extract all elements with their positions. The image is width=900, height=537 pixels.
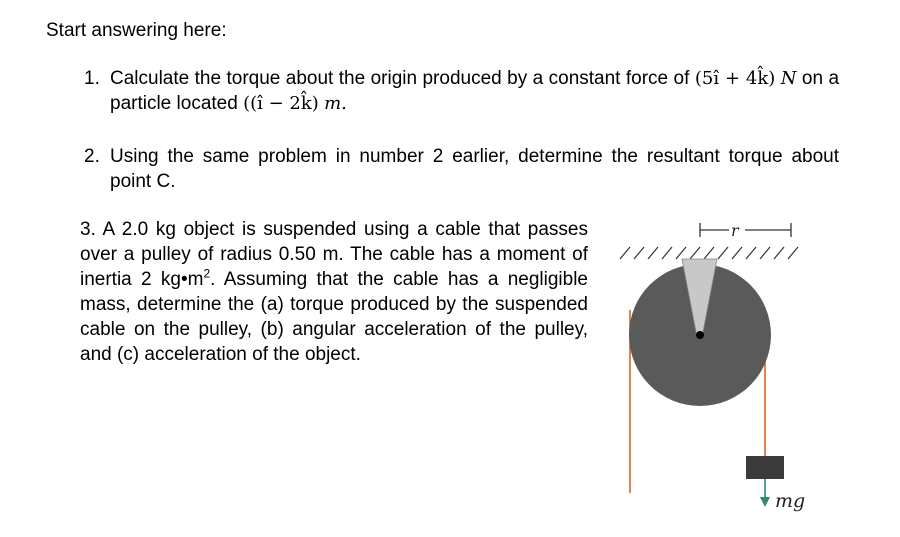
question-1-text-b: on a particle located <box>110 68 840 114</box>
force-unit: N <box>780 68 797 89</box>
force-vector: (5ı̂ + 4k̂) <box>694 68 776 89</box>
question-1-text <box>110 66 839 116</box>
pulley-diagram <box>600 215 900 532</box>
weight-label: mg <box>775 490 806 512</box>
squared-superscript: 2 <box>203 266 211 281</box>
question-2-text: Using the same problem in number 2 earlier, determine the resultant torque about point C. <box>110 146 839 192</box>
question-3 <box>80 217 588 367</box>
position-vector: ((ı̂ − 2k̂) <box>243 93 319 114</box>
question-2-number: 2. <box>84 146 100 167</box>
question-1 <box>84 66 839 116</box>
radius-label: r <box>731 221 739 240</box>
question-3-number: 3. <box>80 219 96 240</box>
position-unit: m. <box>324 93 347 114</box>
page-heading: Start answering here: <box>46 20 227 41</box>
radius-dimension <box>700 221 791 240</box>
question-1-number: 1. <box>84 68 100 89</box>
ceiling-hatch <box>620 247 798 259</box>
pulley-axle <box>696 331 704 339</box>
question-3-text-b: . Assuming that the cable has a negligible mass, determine the (a) torque produced by the suspended cable on the pulley, (b) angular acceleration of the pulley, and (c) acceleration of the object. <box>80 269 588 365</box>
hanging-mass <box>746 456 784 479</box>
question-3-text <box>80 217 588 367</box>
question-3-text-a: A 2.0 kg object is suspended using a cable that passes over a pulley of radius 0.50 m. The cable has a moment of inertia 2 kg•m <box>80 219 588 290</box>
question-1-text-a: Calculate the torque about the origin produced by a constant force of <box>110 68 690 89</box>
question-2 <box>84 144 839 194</box>
pulley-figure <box>600 215 900 532</box>
weight-arrowhead <box>760 497 770 507</box>
